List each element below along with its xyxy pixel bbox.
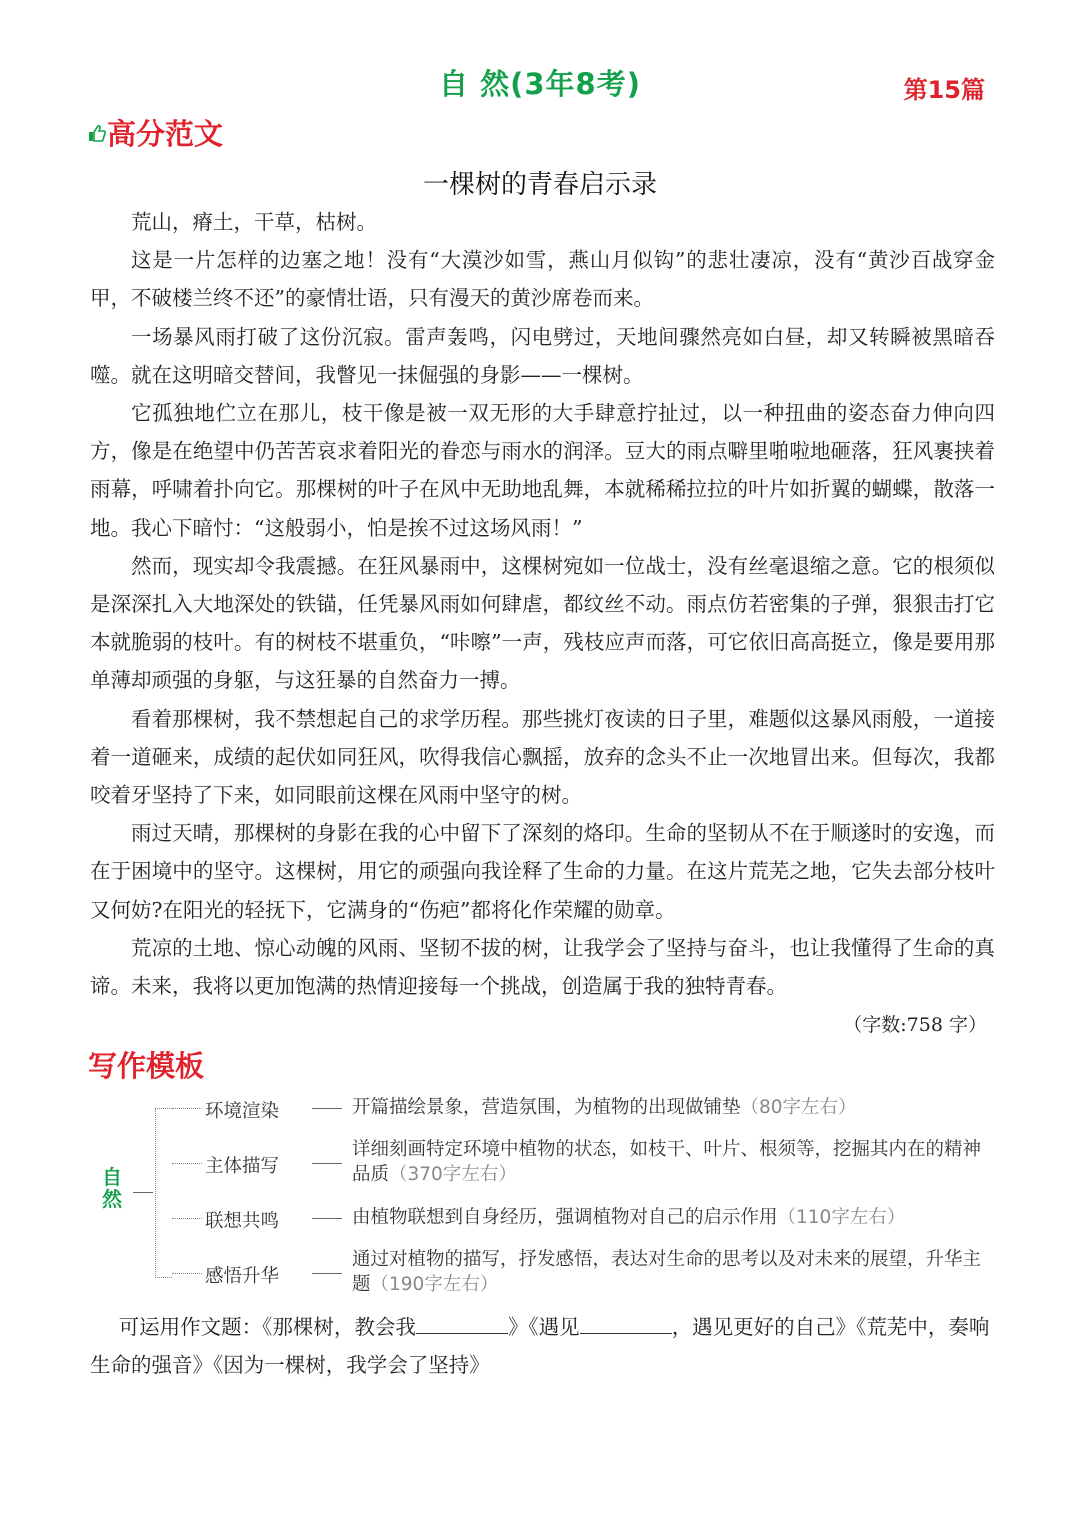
fill-blank: [580, 1313, 672, 1335]
bracket-line: [155, 1108, 172, 1278]
connector-line: [172, 1218, 202, 1219]
length-hint: （110字左右）: [777, 1207, 906, 1228]
connector-line: [133, 1192, 153, 1193]
essay-paragraph: 这是一片怎样的边塞之地！没有“大漠沙如雪，燕山月似钩”的悲壮凄凉，没有“黄沙百战穿金甲，不破楼兰终不还”的豪情壮语，只有漫天的黄沙席卷而来。: [90, 248, 995, 311]
thumbs-up-icon: [88, 124, 106, 142]
connector-line: [312, 1108, 342, 1109]
connector-line: [312, 1273, 342, 1274]
writing-template-diagram: [100, 1090, 1000, 1300]
essay-body: [90, 203, 995, 1005]
template-row-label: 感悟升华: [205, 1266, 280, 1287]
template-section-label: 写作模板: [88, 1049, 205, 1083]
essay-paragraph: 荒山，瘠土，干草，枯树。: [131, 210, 377, 234]
essay-paragraph: 一场暴风雨打破了这份沉寂。雷声轰鸣，闪电劈过，天地间骤然亮如白昼，却又转瞬被黑暗吞噬。就在这明暗交替间，我瞥见一抹倔强的身影——一棵树。: [90, 324, 995, 387]
length-hint: （190字左右）: [370, 1274, 499, 1295]
connector-line: [312, 1163, 342, 1164]
article-number: 第15篇: [903, 76, 985, 104]
connector-line: [172, 1108, 202, 1109]
essay-paragraph: 荒凉的土地、惊心动魄的风雨、坚韧不拔的树，让我学会了坚持与奋斗，也让我懂得了生命的真谛。未来，我将以更加饱满的热情迎接每一个挑战，创造属于我的独特青春。: [90, 935, 995, 999]
template-row-desc: 详细刻画特定环境中植物的状态，如枝干、叶片、根须等，挖掘其内在的精神品质（370字左右）: [352, 1139, 982, 1185]
essay-section-label: 高分范文: [107, 117, 224, 151]
connector-line: [172, 1163, 202, 1164]
fill-blank: [416, 1313, 508, 1335]
essay-paragraph: 然而，现实却令我震撼。在狂风暴雨中，这棵树宛如一位战士，没有丝毫退缩之意。它的根须似是深深扎入大地深处的铁锚，任凭暴风雨如何肆虐，都纹丝不动。雨点仿若密集的子弹，狠狠击打它本就脆弱的枝叶。有的树枝不堪重负，“咔嚓”一声，残枝应声而落，可它依旧高高挺立，像是要用那单薄却顽强的身躯，与这狂暴的自然奋力一搏。: [90, 553, 995, 693]
essay-paragraph: 它孤独地伫立在那儿，枝干像是被一双无形的大手肆意拧扯过，以一种扭曲的姿态奋力伸向四方，像是在绝望中仍苦苦哀求着阳光的眷恋与雨水的润泽。豆大的雨点噼里啪啦地砸落，狂风裹挟着雨幕，呼啸着扑向它。那棵树的叶子在风中无助地乱舞，本就稀稀拉拉的叶片如折翼的蝴蝶，散落一地。我心下暗忖：“这般弱小，怕是挨不过这场风雨！”: [90, 401, 995, 540]
header-title: 自 然(3年8考): [439, 67, 641, 101]
template-row-desc: 通过对植物的描写，抒发感悟，表达对生命的思考以及对未来的展望，升华主题（190字左右）: [352, 1249, 982, 1295]
template-row-label: 主体描写: [205, 1156, 280, 1177]
essay-paragraph: 雨过天晴，那棵树的身影在我的心中留下了深刻的烙印。生命的坚韧从不在于顺遂时的安逸，而在于困境中的坚守。这棵树，用它的顽强向我诠释了生命的力量。在这片荒芜之地，它失去部分枝叶又何妨?在阳光的轻抚下，它满身的“伤疤”都将化作荣耀的勋章。: [90, 821, 995, 922]
connector-line: [172, 1273, 202, 1274]
essay-paragraph: 看着那棵树，我不禁想起自己的求学历程。那些挑灯夜读的日子里，难题似这暴风雨般，一道接着一道砸来，成绩的起伏如同狂风，吹得我信心飘摇，放弃的念头不止一次地冒出来。但每次，我都咬着牙坚持了下来，如同眼前这棵在风雨中坚守的树。: [90, 706, 995, 808]
word-count: （字数:758 字）: [843, 1014, 987, 1036]
template-row-label: 联想共鸣: [205, 1211, 280, 1232]
connector-line: [312, 1218, 342, 1219]
essay-title: 一棵树的青春启示录: [422, 170, 657, 200]
length-hint: （80字左右）: [740, 1097, 857, 1118]
template-row-desc: 由植物联想到自身经历，强调植物对自己的启示作用（110字左右）: [352, 1207, 906, 1228]
length-hint: （370字左右）: [389, 1164, 517, 1185]
template-row-label: 环境渲染: [205, 1101, 280, 1122]
template-row-desc: 开篇描绘景象，营造氛围，为植物的出现做铺垫（80字左右）: [352, 1097, 857, 1118]
template-root: 自然: [102, 1165, 122, 1211]
suggested-topics: 可运用作文题：《那棵树，教会我 》《遇见 ，遇见更好的自己》《荒芜中，奏响生命的强音》《因为一棵树，我学会了坚持》: [90, 1308, 995, 1384]
